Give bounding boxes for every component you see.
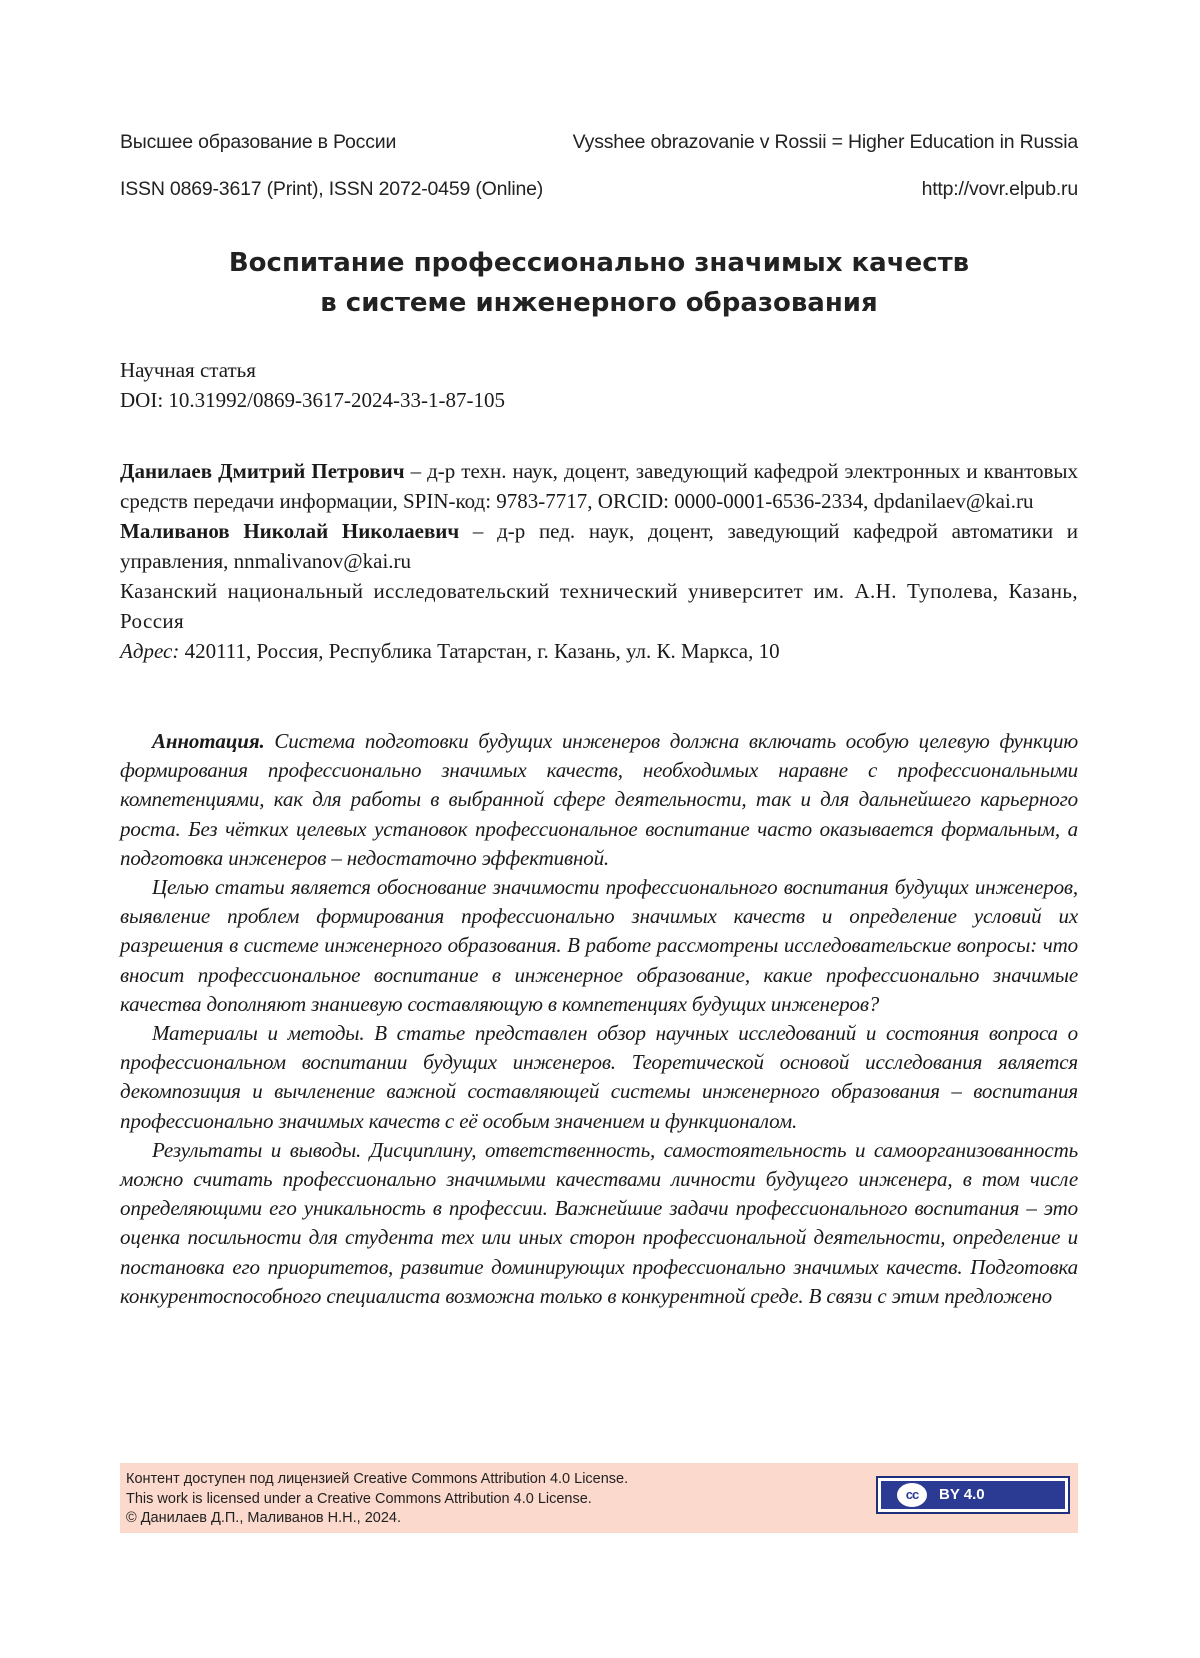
address-label: Адрес: bbox=[120, 639, 180, 663]
license-line-ru: Контент доступен под лицензией Creative Commons Attribution 4.0 License. bbox=[126, 1471, 629, 1487]
author-1-details: – д-р техн. наук, доцент, заведующий кафедрой электронных и квантовых средств передачи информации, SPIN-код: 9783-7717, ORCID: 0000-0001-6536-2334, dpdanilaev@kai.ru bbox=[120, 459, 1079, 513]
cc-badge-inner bbox=[881, 1481, 1065, 1509]
author-1-name: Данилаев Дмитрий Петрович bbox=[120, 459, 405, 483]
author-2-details: – д-р пед. наук, доцент, заведующий кафедрой автоматики и управления, nnmalivanov@kai.ru bbox=[120, 519, 1078, 573]
abstract-paragraph-1 bbox=[120, 727, 1078, 873]
title-line-1: Воспитание профессионально значимых качеств bbox=[228, 248, 970, 278]
title-line-2: в системе инженерного образования bbox=[320, 288, 878, 318]
issn: ISSN 0869-3617 (Print), ISSN 2072-0459 (Online) bbox=[120, 178, 544, 200]
abstract-paragraph-2: Целью статьи является обоснование значимости профессионального воспитания будущих инженеров, выявление проблем формирования профессионально значимых качеств и определение условий их разрешения в системе инженерного образования. В работе рассмотрены исследовательские вопросы: что вносит профессиональное воспитание в инженерное образование, какие профессионально значимые качества дополняют знаниевую составляющую в компетенциях будущих инженеров? bbox=[120, 875, 1078, 1016]
affiliation: Казанский национальный исследовательский технический университет им. А.Н. Туполева, Казань, Россия bbox=[120, 579, 1078, 633]
abstract bbox=[120, 727, 1078, 1311]
copyright-line: © Данилаев Д.П., Маливанов Н.Н., 2024. bbox=[126, 1510, 401, 1526]
authors-block bbox=[120, 456, 1078, 666]
article-title bbox=[120, 243, 1078, 323]
address bbox=[120, 636, 1078, 666]
article-meta bbox=[120, 355, 505, 415]
author-1 bbox=[120, 456, 1078, 516]
abstract-paragraph-3: Материалы и методы. В статье представлен обзор научных исследований и состояния вопроса о профессиональном воспитании будущих инженеров. Теоретической основой исследования является декомпозиция и вычленение важной составляющей системы инженерного образования – воспитания профессионально значимых качеств с её особым значением и функционалом. bbox=[120, 1021, 1078, 1133]
cc-by-badge[interactable] bbox=[876, 1476, 1070, 1514]
author-2-name: Маливанов Николай Николаевич bbox=[120, 519, 460, 543]
address-value: 420111, Россия, Республика Татарстан, г. Казань, ул. К. Маркса, 10 bbox=[179, 639, 780, 663]
running-header bbox=[120, 131, 1078, 154]
abstract-p1-text: Система подготовки будущих инженеров должна включать особую целевую функцию формирования профессионально значимых качеств, необходимых наравне с профессиональными компетенциями, как для работы в выбранной сфере деятельности, так и для дальнейшего карьерного роста. Без чётких целевых установок профессиональное воспитание часто оказывается формальным, а подготовка инженеров – недостаточно эффективной. bbox=[120, 729, 1078, 870]
journal-title-ru: Высшее образование в России bbox=[120, 131, 397, 153]
author-2 bbox=[120, 516, 1078, 576]
license-line-en: This work is licensed under a Creative Commons Attribution 4.0 License. bbox=[126, 1490, 592, 1507]
license-box bbox=[120, 1463, 1078, 1533]
cc-logo-icon: cc bbox=[897, 1483, 927, 1507]
article-type: Научная статья bbox=[120, 358, 256, 382]
abstract-label: Аннотация. bbox=[152, 729, 265, 753]
abstract-paragraph-4: Результаты и выводы. Дисциплину, ответственность, самостоятельность и самоорганизованность можно считать профессионально значимыми качествами личности будущего инженера, в том числе определяющими его уникальность в профессии. Важнейшие задачи профессионального воспитания – это оценка посильности для студента тех или иных сторон профессиональной деятельности, определение и постановка его приоритетов, развитие доминирующих профессионально значимых качеств. Подготовка конкурентоспособного специалиста возможна только в конкурентной среде. В связи с этим предложено bbox=[120, 1137, 1078, 1308]
article-page bbox=[120, 0, 1078, 1658]
cc-badge-label: BY 4.0 bbox=[939, 1486, 985, 1504]
license-text bbox=[126, 1470, 628, 1529]
issn-header bbox=[120, 178, 1078, 201]
journal-title-en: Vysshee obrazovanie v Rossii = Higher Education in Russia bbox=[572, 131, 1078, 153]
doi: DOI: 10.31992/0869-3617-2024-33-1-87-105 bbox=[120, 388, 505, 412]
journal-url: http://vovr.elpub.ru bbox=[921, 178, 1078, 200]
